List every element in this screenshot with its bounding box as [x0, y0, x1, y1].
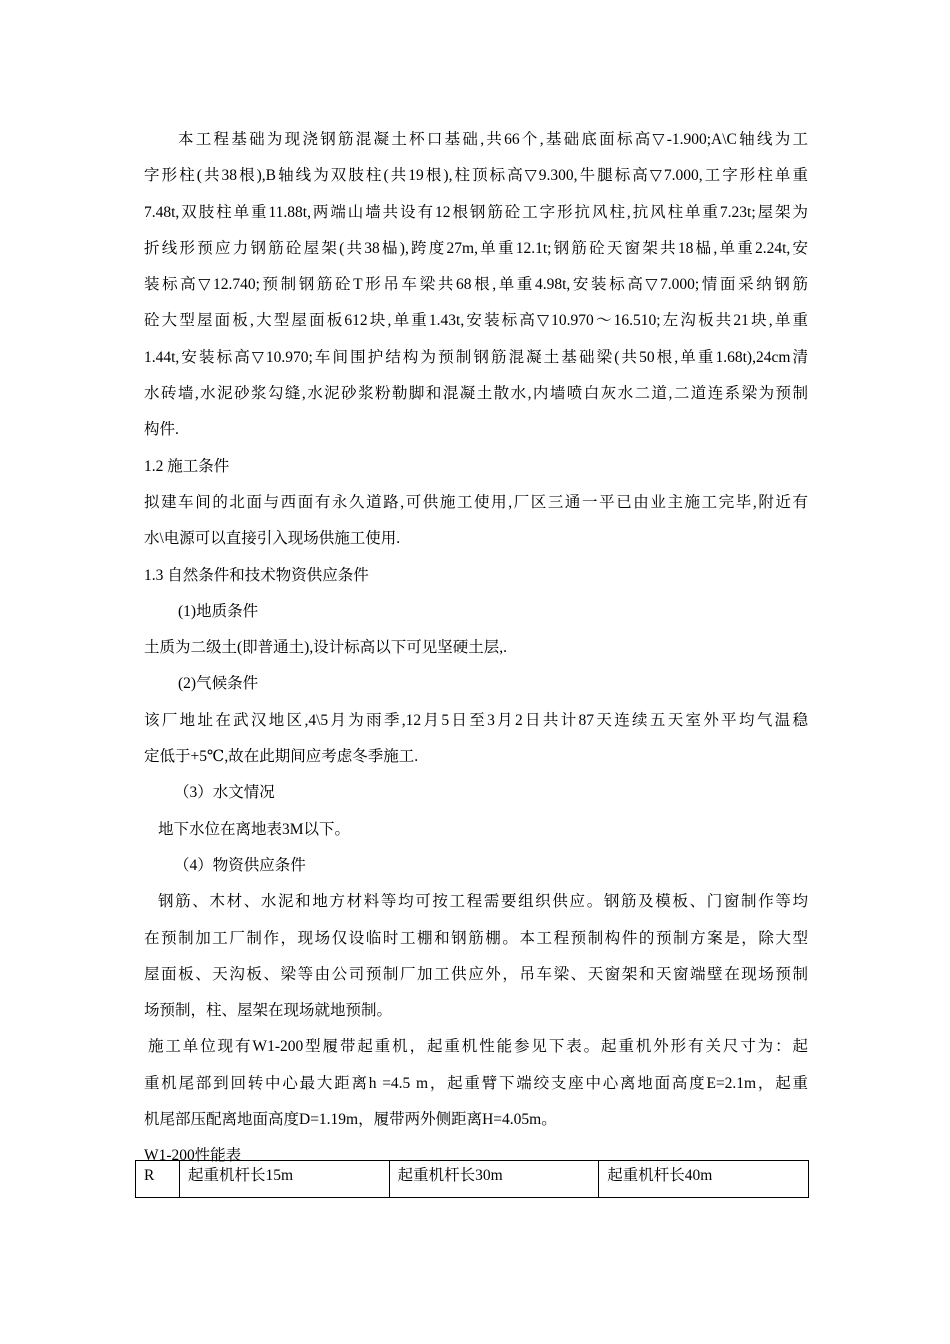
para1-line: 水砖墙,水泥砂浆勾缝,水泥砂浆粉勒脚和混凝土散水,内墙喷白灰水二道,二道连系梁为预制 — [144, 385, 808, 403]
para2-line: 水\电源可以直接引入现场供施工使用. — [144, 530, 401, 548]
section-heading-1-2: 1.2 施工条件 — [144, 457, 230, 475]
para1-line: 7.48t,双肢柱单重11.88t,两端山墙共设有12根钢筋砼工字形抗风柱,抗风柱单重7.23t;屋架为 — [144, 203, 808, 221]
para2-line: 拟建车间的北面与西面有永久道路,可供施工使用,厂区三通一平已由业主施工完毕,附近有 — [144, 493, 808, 511]
table-header-cell: R — [136, 1161, 180, 1198]
para1-line: 字形柱(共38根),B轴线为双肢柱(共19根),柱顶标高▽9.300,牛腿标高▽7.000,工字形柱单重 — [144, 167, 808, 185]
document-body — [144, 122, 808, 1175]
climate-text-line: 该厂地址在武汉地区,4\5月为雨季,12月5日至3月2日共计87天连续五天室外平均气温稳 — [144, 711, 808, 729]
para1-line: 折线形预应力钢筋砼屋架(共38榀),跨度27m,单重12.1t;钢筋砼天窗架共18榀,单重2.24t,安 — [144, 239, 808, 257]
para1-line: 1.44t,安装标高▽10.970;车间围护结构为预制钢筋混凝土基础梁(共50根,单重1.68t),24cm清 — [144, 348, 808, 366]
table-header-cell: 起重机杆长30m — [389, 1161, 599, 1198]
crane-text-line: 机尾部压配离地面高度D=1.19m，履带两外侧距离H=4.05m。 — [144, 1111, 557, 1129]
climate-text-line: 定低于+5℃,故在此期间应考虑冬季施工. — [144, 748, 419, 766]
para1-line: 本工程基础为现浇钢筋混凝土杯口基础,共66个,基础底面标高▽-1.900;A\C轴线为工 — [178, 131, 808, 148]
para1-line: 砼大型屋面板,大型屋面板612块,单重1.43t,安装标高▽10.970～16.510;左沟板共21块,单重 — [144, 312, 808, 330]
table-header-cell: 起重机杆长15m — [179, 1161, 389, 1198]
crane-text-line: 重机尾部到回转中心最大距离h =4.5 m，起重臂下端绞支座中心离地面高度E=2.1m，起重 — [144, 1074, 808, 1092]
table-title: W1-200性能表 — [144, 1147, 242, 1165]
crane-text-line: 施工单位现有W1-200型履带起重机，起重机性能参见下表。起重机外形有关尺寸为：起 — [148, 1038, 808, 1056]
subheading-supply: （4）物资供应条件 — [174, 856, 306, 874]
subheading-geology: (1)地质条件 — [178, 602, 259, 620]
crane-performance-table — [135, 1160, 809, 1198]
section-heading-1-3: 1.3 自然条件和技术物资供应条件 — [144, 566, 369, 584]
para1-line: 构件. — [144, 421, 179, 439]
supply-text-line: 屋面板、天沟板、梁等由公司预制厂加工供应外，吊车梁、天窗架和天窗端壁在现场预制 — [144, 965, 808, 983]
table-header-row — [136, 1161, 809, 1198]
subheading-climate: (2)气候条件 — [178, 675, 259, 693]
para1-line: 装标高▽12.740;预制钢筋砼T形吊车梁共68根,单重4.98t,安装标高▽7.000;情面采纳钢筋 — [144, 276, 808, 294]
table-header-cell: 起重机杆长40m — [599, 1161, 809, 1198]
supply-text-line: 场预制，柱、屋架在现场就地预制。 — [144, 1002, 393, 1020]
supply-text-line: 钢筋、木材、水泥和地方材料等均可按工程需要组织供应。钢筋及模板、门窗制作等均 — [158, 893, 808, 911]
subheading-hydrology: （3）水文情况 — [174, 784, 275, 802]
supply-text-line: 在预制加工厂制作，现场仅设临时工棚和钢筋棚。本工程预制构件的预制方案是，除大型 — [144, 929, 808, 947]
geology-text: 土质为二级土(即普通土),设计标高以下可见坚硬土层,. — [144, 639, 507, 657]
hydrology-text: 地下水位在离地表3M以下。 — [158, 820, 351, 838]
